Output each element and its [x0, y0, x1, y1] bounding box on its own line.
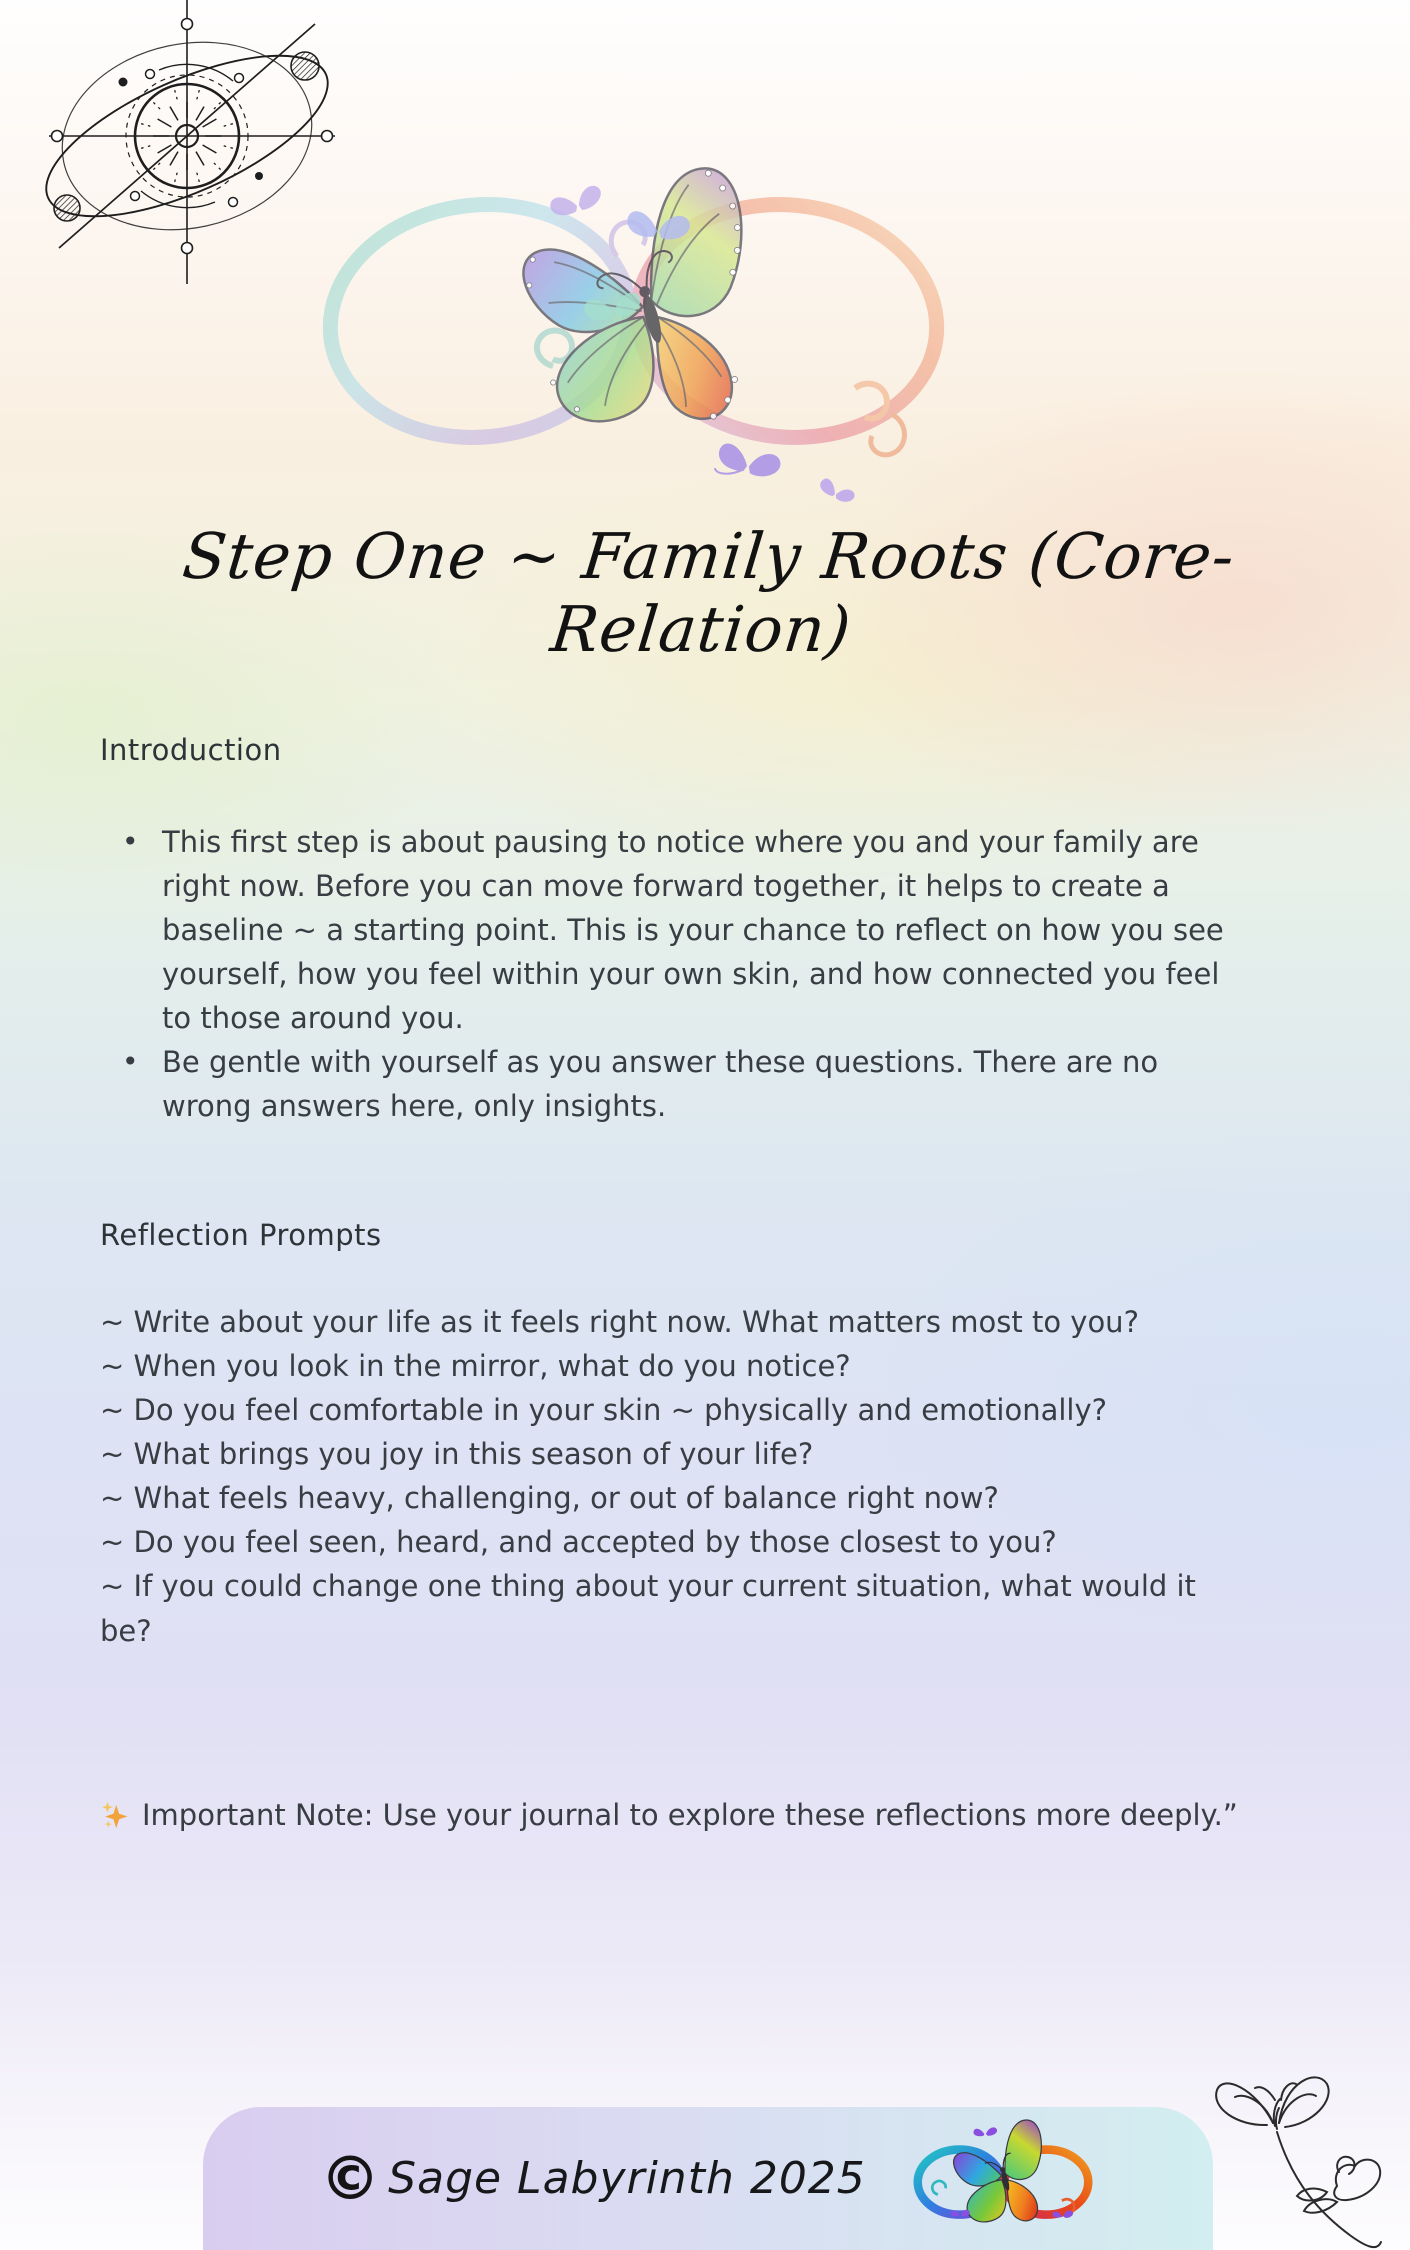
- prompt-item: ~ Do you feel seen, heard, and accepted by those closest to you?: [100, 1525, 1057, 1560]
- introduction-heading: Introduction: [100, 733, 282, 767]
- small-butterfly-icon: [713, 438, 783, 490]
- small-butterfly-icon: [817, 475, 856, 506]
- page-title-line2: Relation): [547, 593, 855, 667]
- copyright-symbol: ©: [320, 2143, 381, 2214]
- introduction-list: [100, 820, 1250, 1129]
- list-item: • This first step is about pausing to notice where you and your family are right now. Before you can move forward together, it helps to create a baseline ~ a starting point. This is your chance to reflect on how you see yourself, how you feel within your own skin, and how connected you feel to those around you.: [100, 820, 1250, 1040]
- important-note: [100, 1793, 1245, 1839]
- footer-brand-text: Sage Labyrinth 2025: [388, 2153, 866, 2204]
- butterfly-flower-lineart-icon: [1185, 2028, 1410, 2250]
- rainbow-infinity-butterfly-footer-logo: [910, 2117, 1096, 2241]
- page-title: [0, 520, 1410, 666]
- prompt-item: ~ If you could change one thing about your current situation, what would it be?: [100, 1569, 1196, 1648]
- rainbow-infinity-butterfly-logo: [295, 126, 975, 556]
- important-note-text: Important Note: Use your journal to explore these reflections more deeply.”: [142, 1798, 1238, 1832]
- prompt-item: ~ When you look in the mirror, what do you notice?: [100, 1349, 851, 1384]
- reflection-prompts-heading: Reflection Prompts: [100, 1218, 382, 1252]
- prompt-item: ~ Do you feel comfortable in your skin ~ physically and emotionally?: [100, 1393, 1108, 1428]
- list-item: • Be gentle with yourself as you answer these questions. There are no wrong answers here, only insights.: [100, 1040, 1250, 1128]
- reflection-prompts-list: [100, 1300, 1245, 1653]
- prompt-item: ~ Write about your life as it feels right now. What matters most to you?: [100, 1305, 1139, 1339]
- prompt-item: ~ What brings you joy in this season of your life?: [100, 1437, 814, 1472]
- page-title-line1: Step One ~ Family Roots (Core-: [179, 520, 1239, 593]
- sparkles-icon: [100, 1800, 130, 1830]
- small-butterfly-icon: [548, 184, 604, 218]
- prompt-item: ~ What feels heavy, challenging, or out of balance right now?: [100, 1481, 999, 1516]
- footer-bar: [203, 2107, 1213, 2250]
